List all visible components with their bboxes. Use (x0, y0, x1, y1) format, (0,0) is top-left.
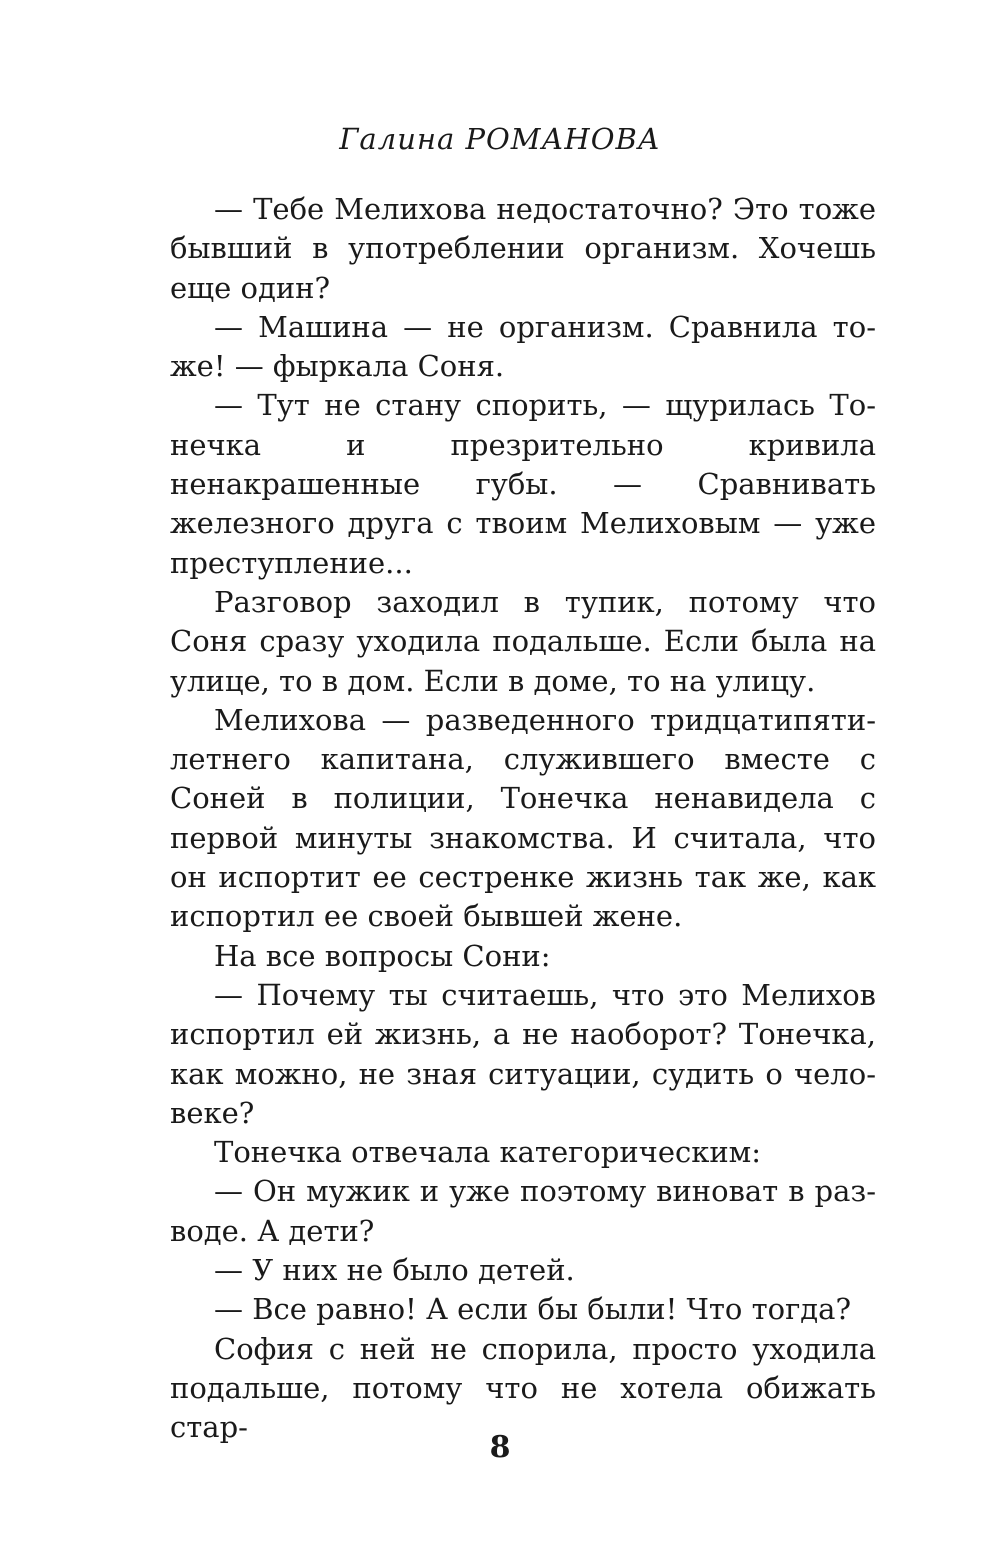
paragraph: — Машина — не организм. Сравнила тоже! — фыркала Соня. (170, 309, 876, 384)
paragraph: Тонечка отвечала категорическим: (214, 1135, 762, 1170)
running-head: Галина РОМАНОВА (339, 122, 661, 156)
paragraph: Разговор заходил в тупик, потому что Соня сразу уходила подальше. Если была на улице, то в дом. Если в доме, то на улицу. (170, 584, 876, 698)
paragraph: — Все равно! А если бы были! Что тогда? (214, 1292, 851, 1327)
page-number: 8 (489, 1430, 511, 1465)
paragraph: — У них не было детей. (214, 1253, 575, 1288)
body-text (170, 190, 876, 1448)
paragraph: — Тут не стану спорить, — щурилась Тонечка и презрительно кривила ненакрашенные губы. — Сравнивать железного друга с твоим Мелиховым — уже преступление... (170, 388, 876, 580)
paragraph: На все вопросы Сони: (214, 938, 551, 973)
paragraph: — Почему ты считаешь, что это Мелихов испортил ей жизнь, а не наоборот? Тонечка, как можно, не зная ситуации, судить о человеке? (170, 977, 876, 1130)
paragraph: София с ней не спорила, просто уходила подальше, потому что не хотела обижать стар- (170, 1331, 876, 1445)
paragraph: — Он мужик и уже поэтому виноват в разводе. А дети? (170, 1174, 876, 1248)
paragraph: — Тебе Мелихова недостаточно? Это тоже бывший в употреблении организм. Хочешь еще один? (170, 192, 876, 305)
paragraph: Мелихова — разведенного тридцатипятилетнего капитана, служившего вместе с Соней в полиции, Тонечка ненавидела с первой минуты знакомства. И считала, что он испортит ее сестренке жизнь так же, как испортил ее своей бывшей жене. (170, 702, 876, 934)
